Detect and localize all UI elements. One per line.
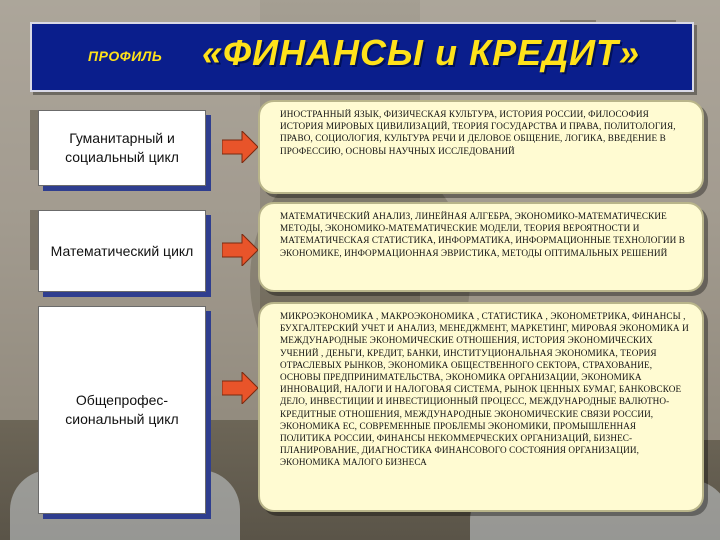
subjects-text: МИКРОЭКОНОМИКА , МАКРОЭКОНОМИКА , СТАТИСТИКА , ЭКОНОМЕТРИКА, ФИНАНСЫ , БУХГАЛТЕРСКИЙ УЧЕТ И АНАЛИЗ, МЕНЕДЖМЕНТ, МАРКЕТИНГ, МИРОВАЯ ЭКОНОМИКА И МЕЖДУНАРОДНЫЕ ЭКОНОМИЧЕСКИЕ ОТНОШЕНИЯ, ИСТОРИЯ ЭКОНОМИЧЕСКИХ УЧЕНИЙ , ДЕНЬГИ, КРЕДИТ, БАНКИ, ИНСТИТУЦИОНАЛЬНАЯ ЭКОНОМИКА, ТЕОРИЯ ОТРАСЛЕВЫХ РЫНКОВ, ЭКОНОМИКА ОБЩЕСТВЕННОГО СЕКТОРА, СТРАХОВАНИЕ, ОСНОВЫ ПРЕДПРИНИМАТЕЛЬСТВА, ЭКОНОМИКА ОРГАНИЗАЦИИ, ЭКОНОМИКА ИННОВАЦИЙ, НАЛОГИ И НАЛОГОВАЯ СИСТЕМА, РЫНОК ЦЕННЫХ БУМАГ, БАНКОВСКОЕ ДЕЛО, ИНВЕСТИЦИИ И ИНВЕСТИЦИОННЫЙ ПРОЦЕСС, МЕЖДУНАРОДНЫЕ ВАЛЮТНО-КРЕДИТНЫЕ ОТНОШЕНИЯ, МЕЖДУНАРОДНЫЕ ЭКОНОМИЧЕСКИЕ СВЯЗИ РОССИИ, ЭКОНОМИКА ЕС, СОВРЕМЕННЫЕ ПРОБЛЕМЫ ЭКОНОМИКИ, ПРОМЫШЛЕННАЯ ПОЛИТИКА РОССИИ, ФИНАНСЫ НЕКОММЕРЧЕСКИХ ОРГАНИЗАЦИЙ, БИЗНЕС-ПЛАНИРОВАНИЕ, ДИАГНОСТИКА ФИНАНСОВОГО СОСТОЯНИЯ ОРГАНИЗАЦИИ, ЭКОНОМИКА МАЛОГО БИЗНЕСА [280, 311, 689, 468]
title-main: «ФИНАНСЫ и КРЕДИТ» [202, 32, 641, 73]
subjects-humanitarian [258, 100, 704, 194]
cycle-label: Гуманитарный и социальный цикл [65, 130, 179, 165]
subjects-mathematical [258, 202, 704, 292]
subjects-text: МАТЕМАТИЧЕСКИЙ АНАЛИЗ, ЛИНЕЙНАЯ АЛГЕБРА, ЭКОНОМИКО-МАТЕМАТИЧЕСКИЕ МЕТОДЫ, ЭКОНОМИКО-МАТЕМАТИЧЕСКИЕ МОДЕЛИ, ТЕОРИЯ ВЕРОЯТНОСТИ И МАТЕМАТИЧЕСКАЯ СТАТИСТИКА, ИНФОРМАТИКА, ИНФОРМАЦИОННЫЕ ТЕХНОЛОГИИ В ЭКОНОМИКЕ, ИНФОРМАЦИОННАЯ ЭВРИСТИКА, МЕТОДЫ ОПТИМАЛЬНЫХ РЕШЕНИЙ [280, 211, 685, 258]
subjects-general-professional [258, 302, 704, 512]
arrow-right-icon [222, 372, 258, 404]
cycle-mathematical [38, 210, 206, 292]
cycle-general-professional [38, 306, 206, 514]
title-prefix: ПРОФИЛЬ [88, 48, 163, 64]
title-banner [30, 22, 694, 92]
subjects-text: ИНОСТРАННЫЙ ЯЗЫК, ФИЗИЧЕСКАЯ КУЛЬТУРА, ИСТОРИЯ РОССИИ, ФИЛОСОФИЯ ИСТОРИЯ МИРОВЫХ ЦИВИЛИЗАЦИЙ, ТЕОРИЯ ГОСУДАРСТВА И ПРАВА, ПОЛИТОЛОГИЯ, ПРАВО, СОЦИОЛОГИЯ, КУЛЬТУРА РЕЧИ И ДЕЛОВОЕ ОБЩЕНИЕ, ЛОГИКА, ВВЕДЕНИЕ В ПРОФЕССИЮ, ОСНОВЫ НАУЧНЫХ ИССЛЕДОВАНИЙ [280, 109, 676, 156]
arrow-right-icon [222, 131, 258, 163]
cycle-label: Математический цикл [50, 242, 194, 259]
arrow-right-icon [222, 234, 258, 266]
cycle-humanitarian [38, 110, 206, 186]
cycle-label: Общепрофес-сиональный цикл [65, 392, 179, 427]
